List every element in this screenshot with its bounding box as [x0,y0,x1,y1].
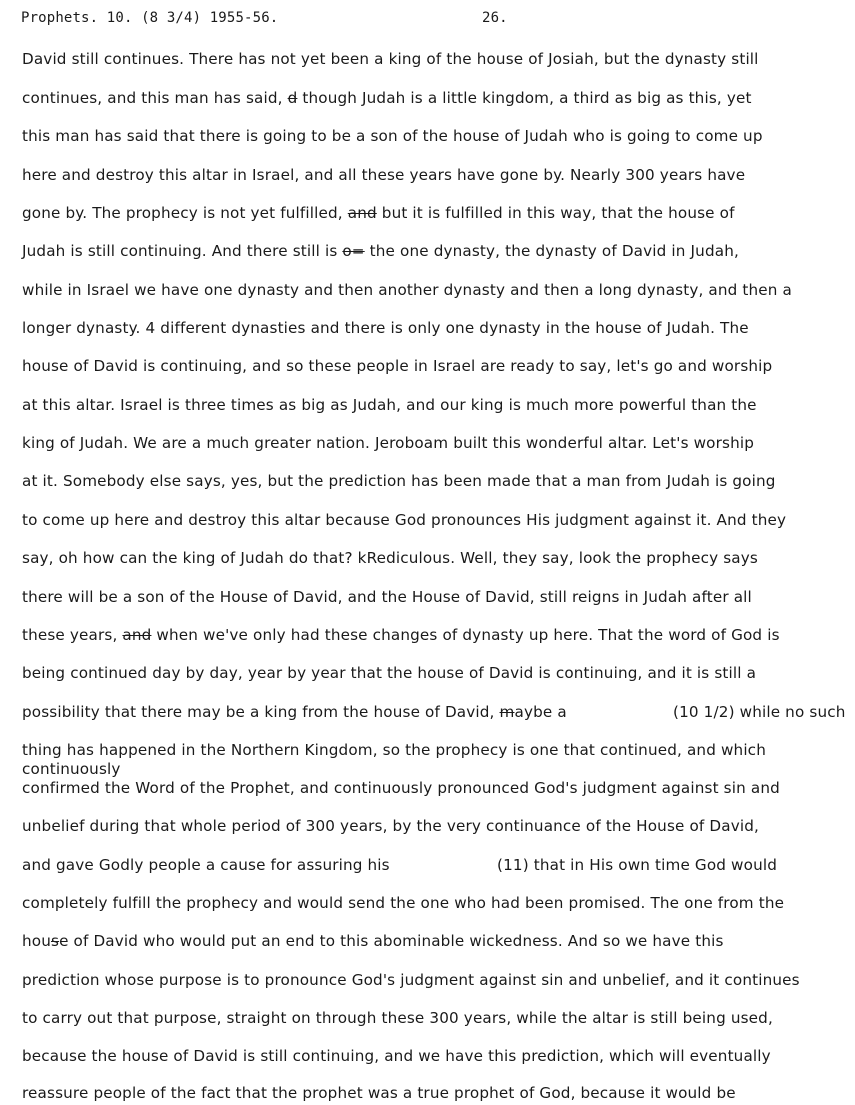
text-line: continues, and this man has said, d though Judah is a little kingdom, a third as big as this, yet [22,89,752,107]
pagination-marker: (10 1/2) while no such [673,703,846,721]
struck-text: m [499,703,515,721]
text-line: prediction whose purpose is to pronounce God's judgment against sin and unbelief, and it continues [22,971,800,989]
header-reference: Prophets. 10. (8 3/4) 1955-56. [21,10,279,26]
text-line: longer dynasty. 4 different dynasties and there is only one dynasty in the house of Judah. The [22,319,749,337]
text-line: say, oh how can the king of Judah do that? kRediculous. Well, they say, look the prophecy says [22,549,758,567]
text-line: and gave Godly people a cause for assuring his [22,856,390,874]
text-line: continuously [22,760,121,778]
text-line: confirmed the Word of the Prophet, and continuously pronounced God's judgment against sin and [22,779,780,797]
text-line: house of David is continuing, and so these people in Israel are ready to say, let's go and worship [22,357,773,375]
text-line: at it. Somebody else says, yes, but the prediction has been made that a man from Judah is going [22,472,776,490]
struck-text: o= [342,242,365,260]
struck-text: d [287,89,298,107]
struck-text: and [347,204,377,222]
text-line: unbelief during that whole period of 300 years, by the very continuance of the House of David, [22,817,759,835]
text-line: there will be a son of the House of David, and the House of David, still reigns in Judah after all [22,588,752,606]
text-line: king of Judah. We are a much greater nation. Jeroboam built this wonderful altar. Let's worship [22,434,755,452]
text-line: to carry out that purpose, straight on through these 300 years, while the altar is still being used, [22,1009,773,1027]
struck-text: s [51,932,60,950]
pagination-marker: (11) that in His own time God would [497,856,778,874]
text-line: possibility that there may be a king from the house of David, maybe a [22,703,567,721]
text-line: reassure people of the fact that the prophet was a true prophet of God, because it would be [22,1084,736,1102]
text-line: completely fulfill the prophecy and would send the one who had been promised. The one from the [22,894,785,912]
text-line: while in Israel we have one dynasty and then another dynasty and then a long dynasty, and then a [22,281,792,299]
text-line: these years, and when we've only had these changes of dynasty up here. That the word of God is [22,626,780,644]
text-line: at this altar. Israel is three times as big as Judah, and our king is much more powerful than the [22,396,757,414]
text-line: thing has happened in the Northern Kingdom, so the prophecy is one that continued, and which [22,741,766,759]
text-line: because the house of David is still continuing, and we have this prediction, which will eventually [22,1047,771,1065]
text-line: Judah is still continuing. And there still is o= the one dynasty, the dynasty of David in Judah, [22,242,739,260]
text-line: to come up here and destroy this altar because God pronounces His judgment against it. And they [22,511,787,529]
page-number: 26. [482,10,508,26]
text-line: gone by. The prophecy is not yet fulfilled, and but it is fulfilled in this way, that the house of [22,204,735,222]
text-line: here and destroy this altar in Israel, and all these years have gone by. Nearly 300 years have [22,166,746,184]
text-line: this man has said that there is going to be a son of the house of Judah who is going to come up [22,127,763,145]
text-line: being continued day by day, year by year that the house of David is continuing, and it is still a [22,664,757,682]
text-line: house of David who would put an end to this abominable wickedness. And so we have this [22,932,724,950]
struck-text: and [122,626,152,644]
text-line: David still continues. There has not yet been a king of the house of Josiah, but the dynasty still [22,50,759,68]
